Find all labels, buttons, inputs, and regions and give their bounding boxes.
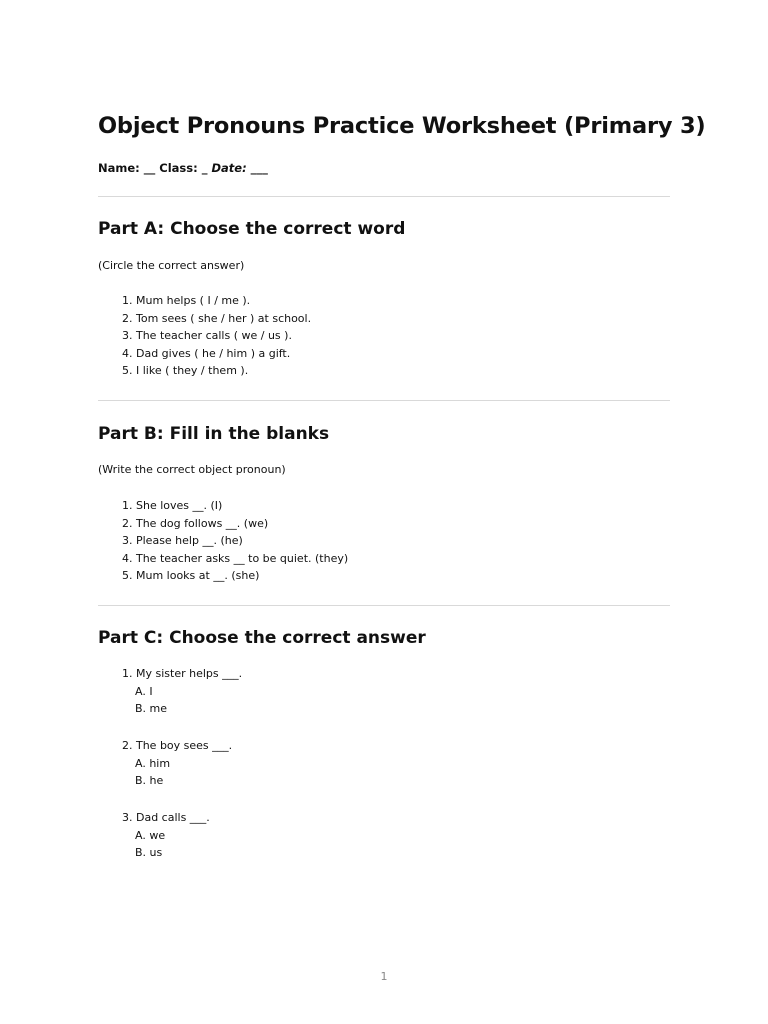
mcq-question-1 (122, 665, 242, 718)
part-c-heading: Part C: Choose the correct answer (98, 628, 426, 648)
page-number: 1 (380, 970, 388, 983)
question-stem: 2. The boy sees ___. (122, 739, 233, 752)
date-blank: ___ (246, 161, 268, 175)
list-item: 2. The dog follows __. (we) (122, 516, 269, 530)
list-item: 4. Dad gives ( he / him ) a gift. (122, 346, 291, 360)
option-a: A. him (135, 756, 171, 770)
option-b: B. he (135, 774, 164, 787)
mcq-question-2 (122, 737, 232, 790)
divider (98, 400, 670, 401)
divider (98, 196, 670, 197)
list-item: 1. She loves __. (I) (122, 499, 223, 512)
student-info-line (98, 159, 268, 177)
list-item: 2. Tom sees ( she / her ) at school. (122, 311, 312, 325)
date-label: Date: (211, 161, 247, 175)
list-item: 3. The teacher calls ( we / us ). (122, 329, 292, 342)
divider (98, 605, 670, 606)
list-item: 1. Mum helps ( I / me ). (122, 294, 251, 307)
option-b: B. me (135, 702, 168, 715)
part-b-heading: Part B: Fill in the blanks (98, 424, 330, 444)
option-a: A. I (135, 684, 153, 698)
part-b-question-list (122, 497, 348, 585)
mcq-question-3 (122, 809, 210, 862)
list-item: 5. I like ( they / them ). (122, 364, 249, 377)
page-title: Object Pronouns Practice Worksheet (Primary 3) (98, 113, 706, 139)
option-a: A. we (135, 828, 166, 842)
part-a-question-list (122, 292, 311, 380)
part-a-instruction: (Circle the correct answer) (98, 259, 245, 272)
list-item: 4. The teacher asks __ to be quiet. (they) (122, 551, 349, 565)
question-stem: 3. Dad calls ___. (122, 811, 210, 824)
name-class-text: Name: __ Class: _ (98, 161, 212, 175)
list-item: 5. Mum looks at __. (she) (122, 569, 260, 582)
question-stem: 1. My sister helps ___. (122, 667, 243, 680)
list-item: 3. Please help __. (he) (122, 534, 243, 547)
part-b-instruction: (Write the correct object pronoun) (98, 463, 286, 476)
option-b: B. us (135, 846, 163, 859)
part-a-heading: Part A: Choose the correct word (98, 219, 406, 239)
